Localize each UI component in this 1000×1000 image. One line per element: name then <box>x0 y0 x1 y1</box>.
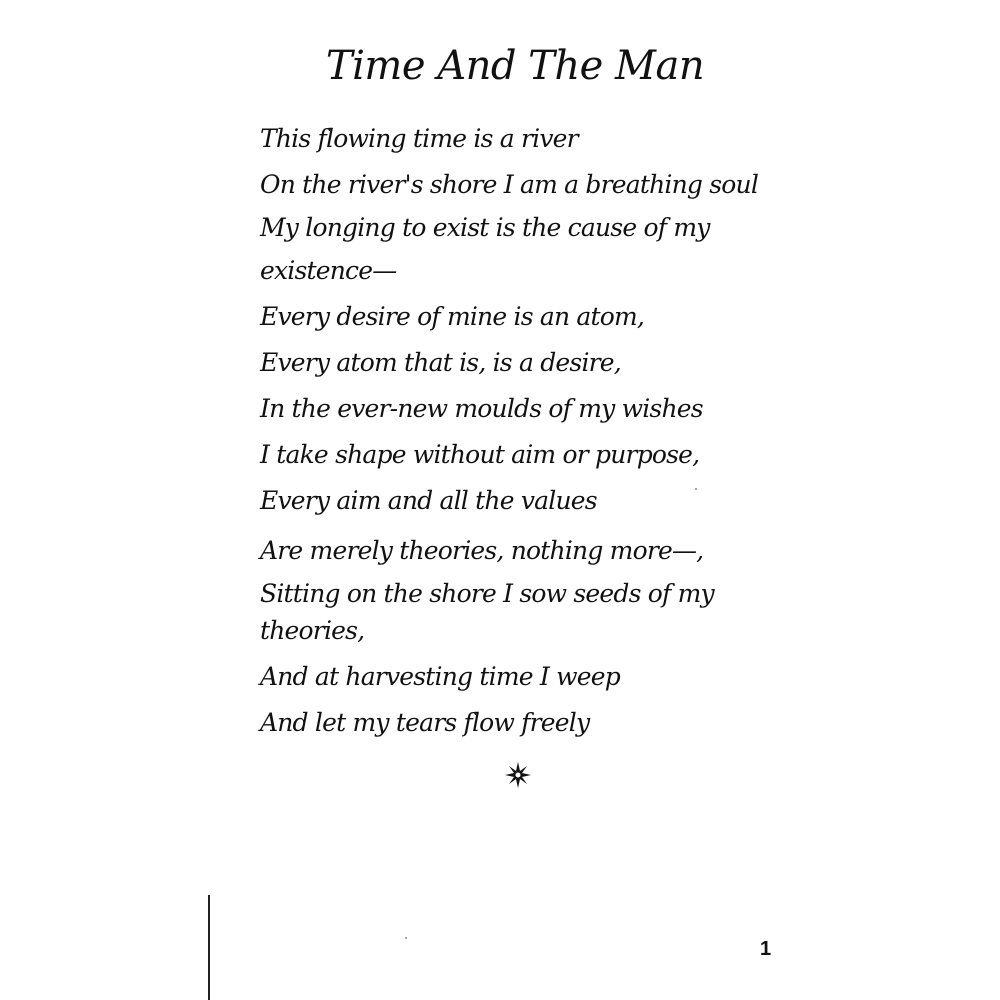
poem-line: In the ever-new moulds of my wishes <box>260 394 703 423</box>
poem-line: And at harvesting time I weep <box>260 662 620 691</box>
poem-body <box>260 116 759 746</box>
poem-line-continuation: existence— <box>260 256 397 285</box>
poem-line: Sitting on the shore I sow seeds of my <box>260 579 714 608</box>
poem-title: Time And The Man <box>325 43 705 89</box>
poem-line: Every aim and all the values <box>260 486 597 515</box>
poem-line: Are merely theories, nothing more—, <box>260 536 704 565</box>
star-ornament-icon <box>505 762 531 788</box>
poem-line: Every desire of mine is an atom, <box>260 302 645 331</box>
poem-line: On the river's shore I am a breathing soul <box>260 170 759 199</box>
poem-line: Every atom that is, is a desire, <box>260 348 621 377</box>
poem-line: My longing to exist is the cause of my <box>260 213 710 242</box>
poem-line: I take shape without aim or purpose, <box>260 440 700 469</box>
scan-speck <box>695 488 697 490</box>
page-edge-line <box>208 895 210 1000</box>
poem-line-continuation: theories, <box>260 616 365 645</box>
poem-line: And let my tears flow freely <box>260 708 590 737</box>
poem-line: This flowing time is a river <box>260 124 578 153</box>
scan-speck <box>405 937 407 939</box>
page-number: 1 <box>760 938 772 960</box>
